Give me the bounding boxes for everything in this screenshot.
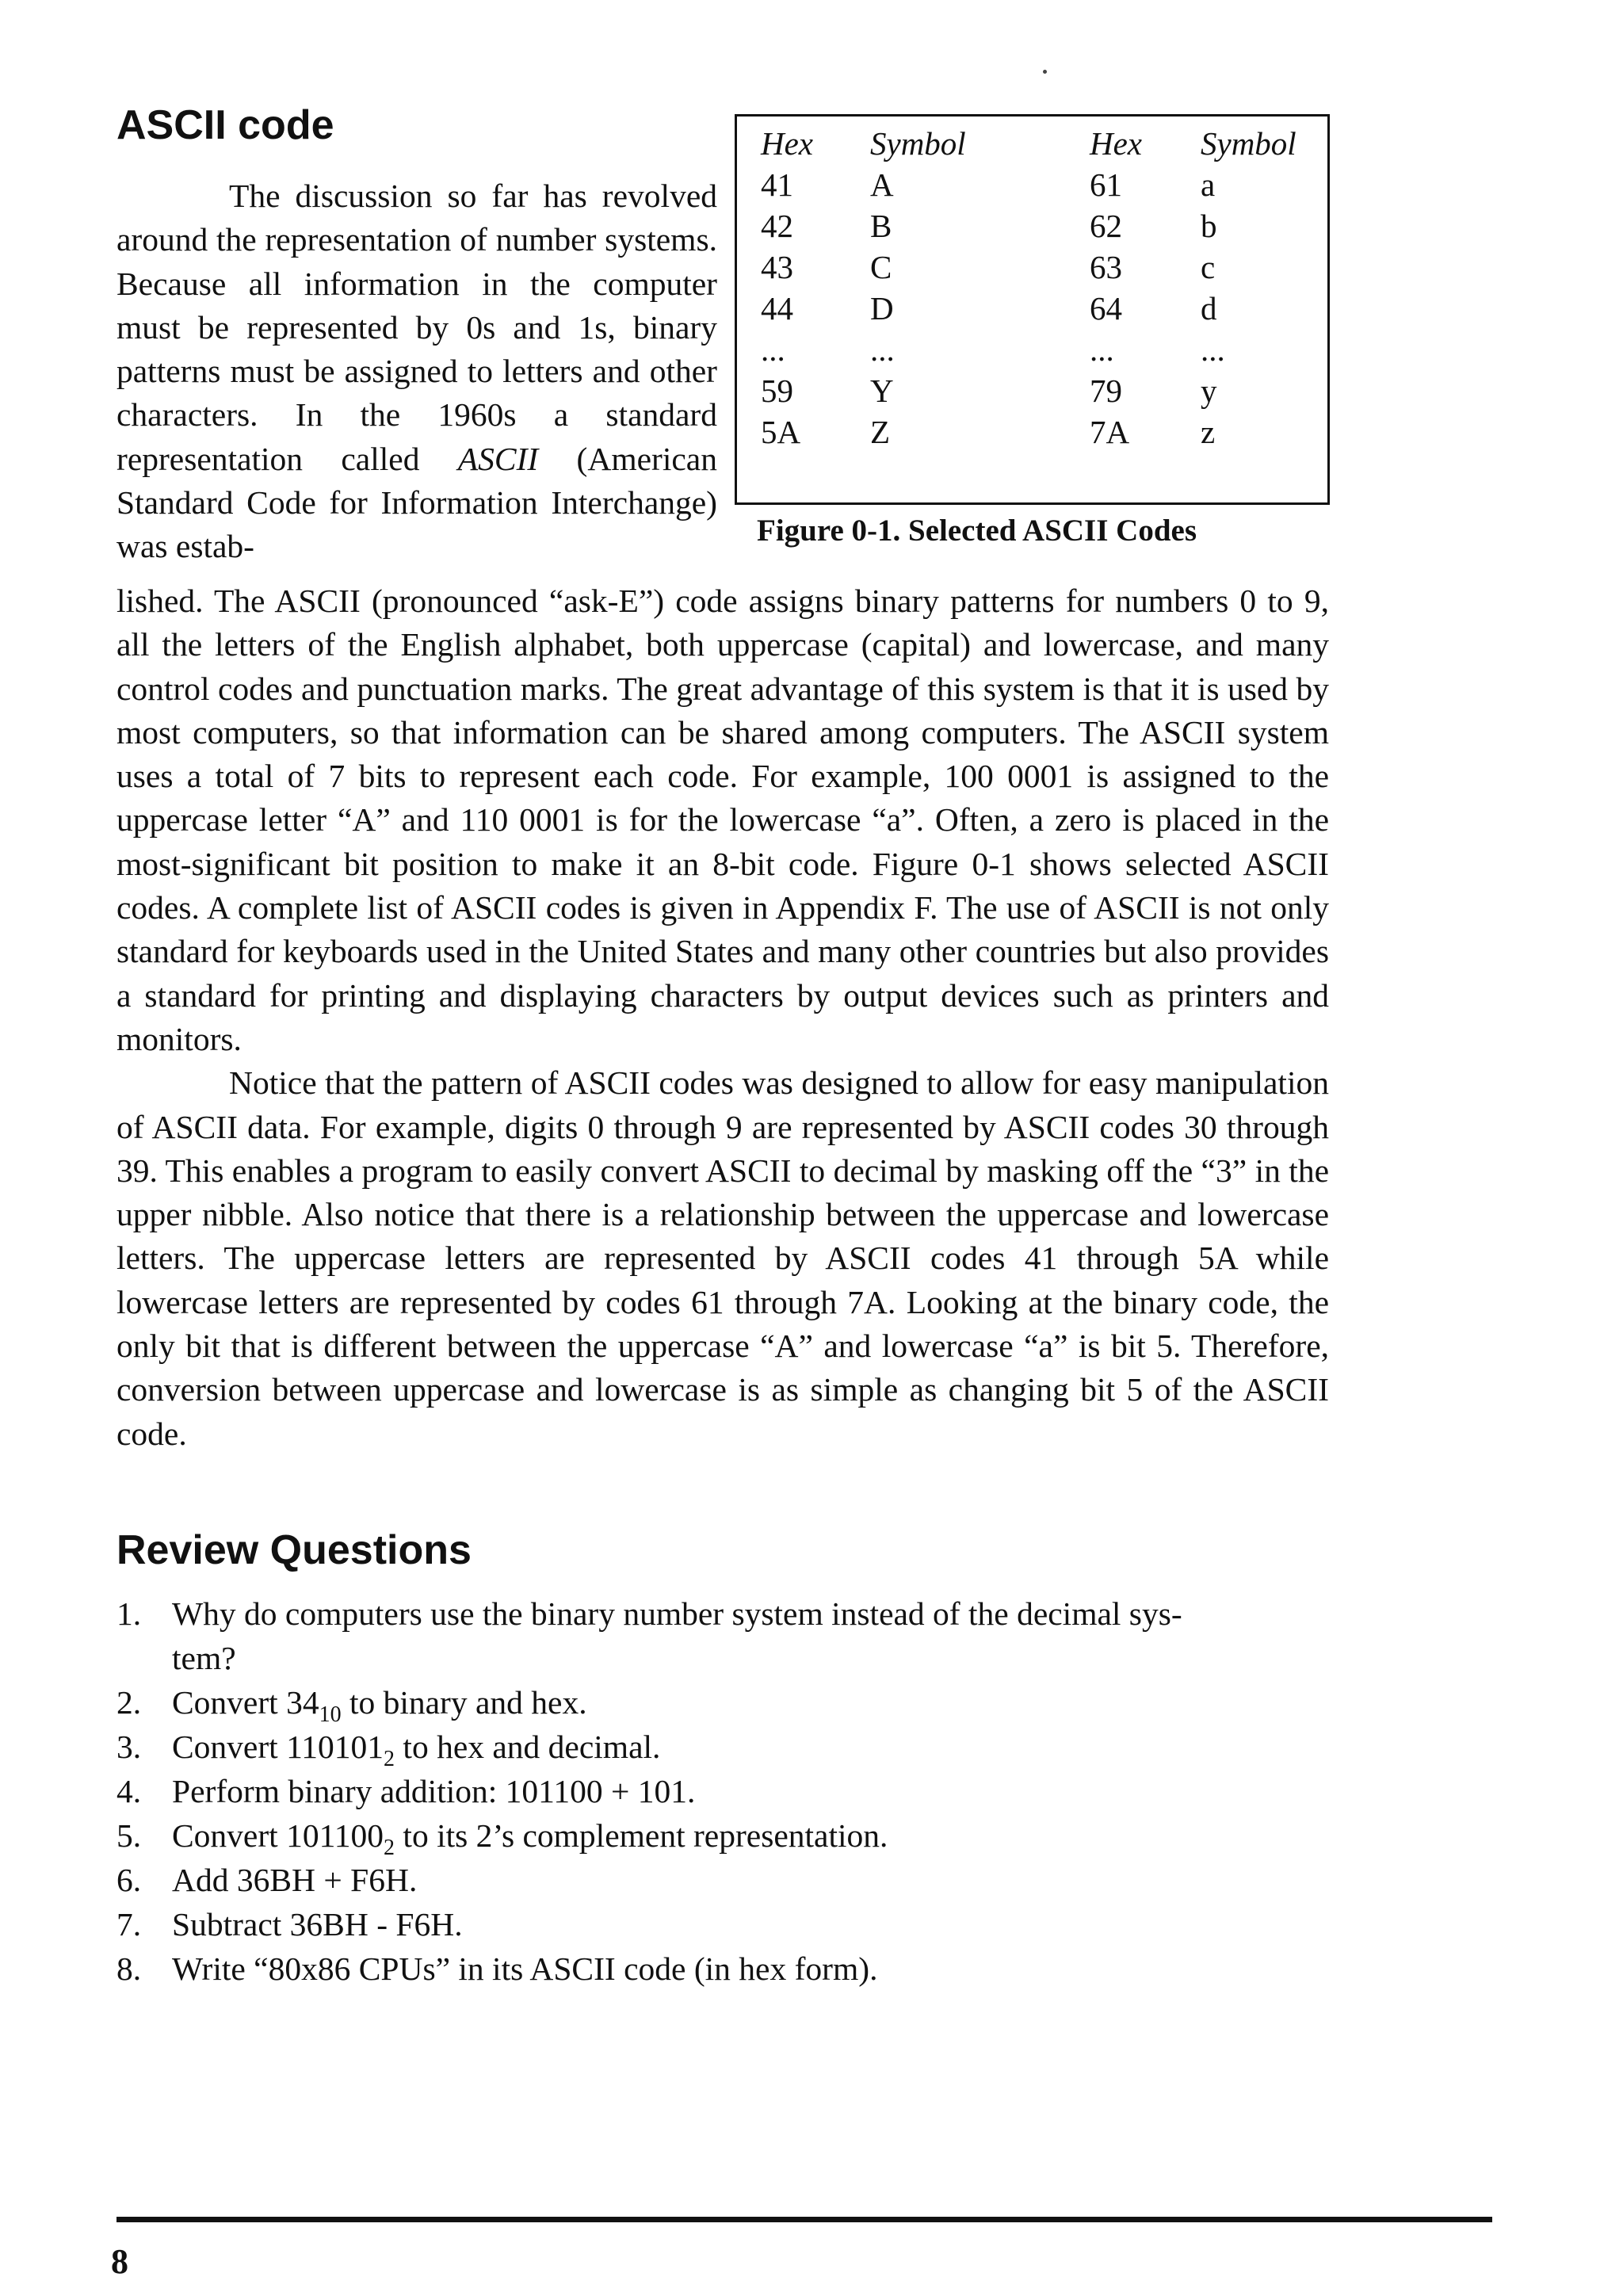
cell: C [870,249,892,285]
list-item: 2. Convert $34_{10}$ to binary and hex. [116,1684,587,1727]
cell: c [1201,249,1216,285]
list-item: 8. Write “80x86 CPUs” in its ASCII code (in hex form). [116,1950,878,1987]
cell: 44 [761,290,793,327]
cell: z [1201,414,1216,450]
cell: ... [870,331,895,368]
header-hex-2: Hex [1090,125,1143,162]
continued-paragraph: lished. The ASCII (pronounced “ask-E”) code assigns binary patterns for numbers 0 to 9, all the letters of the English alphabet, both uppercase (capital) and lowercase, and many control codes and punctuation marks. The great advantage of this system is that it is used by most computers, so that information can be shared among computers. The ASCII system uses a total of 7 bits to represent each code. For example, 100 0001 is assigned to the uppercase letter “A” and 110 0001 is for the lowercase “a”. Often, a zero is placed in the most-significant bit position to make it an 8-bit code. Figure 0-1 shows selected ASCII codes. A complete list of ASCII codes is given in Appendix F. The use of ASCII is not only standard for keyboards used in the United States and many other countries but also provides a standard for printing and displaying characters by output devices such as printers and monitors. [116,583,1329,1057]
cell: 43 [761,249,793,285]
header-symbol-2: Symbol [1201,125,1296,162]
intro-italic-term: ASCII [457,440,539,477]
cell: 61 [1090,166,1122,203]
cell: 7A [1090,414,1130,450]
cell: 41 [761,166,793,203]
cell: y [1201,372,1217,409]
col-lower-hex [1090,123,1142,453]
header-hex-1: Hex [761,125,814,162]
cell: 42 [761,208,793,244]
list-item: 6. Add 36BH + F6H. [116,1862,418,1898]
section-heading: ASCII code [116,102,334,148]
header-symbol-1: Symbol [870,125,966,162]
col-upper-symbol [870,123,966,453]
cell: 62 [1090,208,1122,244]
review-questions-list [116,1591,1329,1991]
intro-paragraph [116,174,717,569]
cell: ... [761,331,785,368]
intro-text-start: The discussion so far has revolved around the representation of number systems. Because all information in the computer must be represented by 0s and 1s, binary patterns must be assigned to letters and other characters. In the 1960s a standard representation called [116,178,717,477]
second-paragraph: Notice that the pattern of ASCII codes was designed to allow for easy manipulation of ASCII data. For example, digits 0 through 9 are represented by ASCII codes 30 through 39. This enables a program to easily convert ASCII to decimal by masking off the “3” in the upper nibble. Also notice that there is a relationship between the uppercase and lowercase letters. The uppercase letters are represented by ASCII codes 41 through 5A while lowercase letters are represented by codes 61 through 7A. Looking at the binary code, the only bit that is different between the uppercase “A” and lowercase “a” is bit 5. Therefore, conversion between uppercase and lowercase is as simple as changing bit 5 of the ASCII code. [116,1064,1329,1452]
list-item: 1. Why do computers use the binary number system instead of the decimal sys- tem? [116,1595,1182,1676]
cell: a [1201,166,1216,203]
cell: 64 [1090,290,1122,327]
cell: b [1201,208,1217,244]
cell: Z [870,414,891,450]
col-lower-symbol [1201,123,1296,453]
list-item: 4. Perform binary addition: 101100 + 101. [116,1773,696,1809]
cell: 79 [1090,372,1122,409]
scan-speck [1043,70,1047,74]
cell: d [1201,290,1217,327]
review-heading: Review Questions [116,1527,472,1573]
page-number: 8 [111,2242,128,2281]
cell: ... [1090,331,1114,368]
figure-caption: Figure 0-1. Selected ASCII Codes [757,514,1197,548]
cell: D [870,290,894,327]
list-item: 5. Convert $101100_2$ to its 2’s complement representation. [116,1817,888,1860]
ascii-table [735,114,1330,505]
footer-rule [116,2217,1492,2222]
cell: Y [870,372,894,409]
list-item: 7. Subtract 36BH - F6H. [116,1906,463,1943]
cell: 59 [761,372,793,409]
cell: 63 [1090,249,1122,285]
col-upper-hex [761,123,813,453]
main-body [116,579,1329,1456]
intro-text-end: (American Standard Code for Information Interchange) was estab- [116,440,717,565]
list-item: 3. Convert $110101_2$ to hex and decimal. [116,1729,661,1771]
cell: ... [1201,331,1225,368]
cell: A [870,166,894,203]
cell: 5A [761,414,801,450]
cell: B [870,208,892,244]
